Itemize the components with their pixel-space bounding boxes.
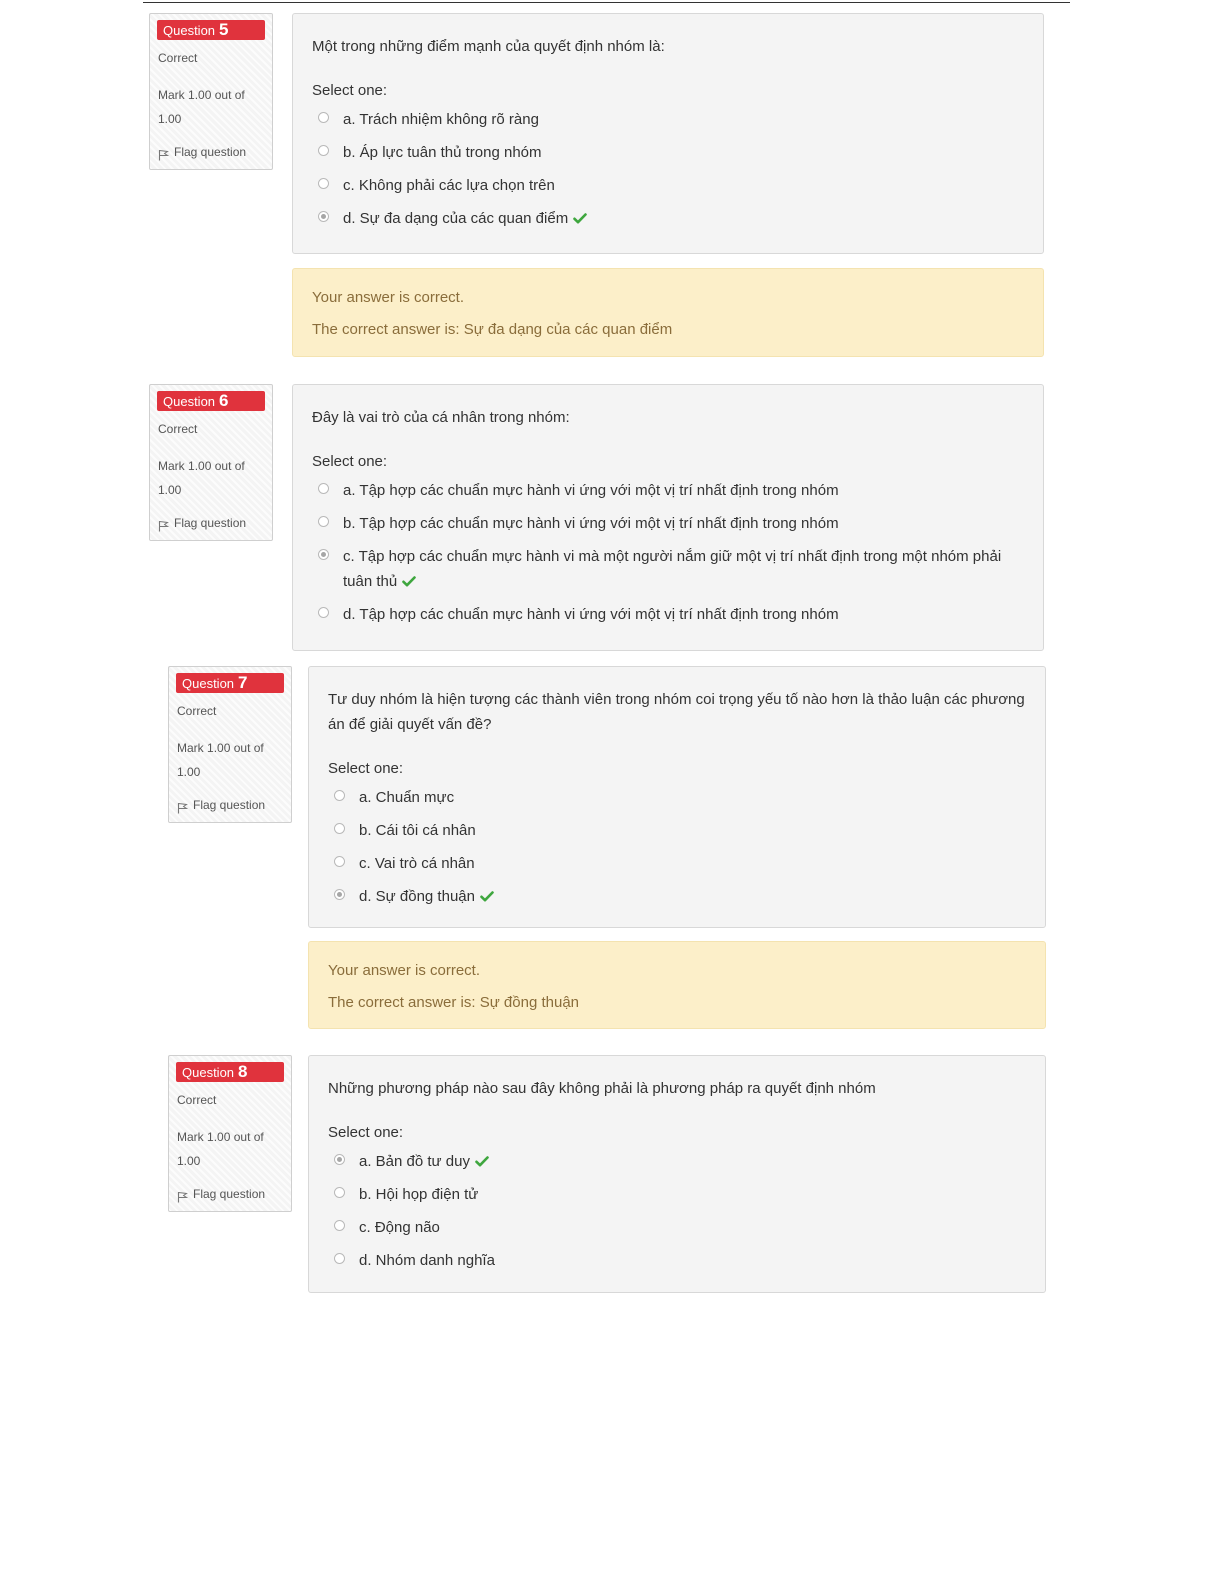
feedback-correct-message: Your answer is correct.: [312, 289, 465, 306]
answer-option-label[interactable]: [359, 1149, 489, 1174]
question-number-badge: [157, 20, 265, 40]
answer-option-label[interactable]: [343, 511, 839, 536]
answer-option-text[interactable]: d. Sự đồng thuận: [359, 888, 475, 905]
flag-icon: [177, 802, 188, 814]
radio-button[interactable]: [318, 211, 329, 222]
radio-button[interactable]: [318, 178, 329, 189]
question-text: Một trong những điểm mạnh của quyết định nhóm là:: [312, 38, 665, 55]
answer-option-text[interactable]: d. Nhóm danh nghĩa: [359, 1252, 495, 1269]
mark-max: 1.00: [177, 1154, 201, 1168]
mark-out-of: out of: [214, 88, 245, 102]
question-info-panel: [168, 666, 292, 823]
answer-option-label[interactable]: [359, 818, 476, 843]
answer-option[interactable]: [328, 1248, 1026, 1273]
radio-button[interactable]: [334, 1187, 345, 1198]
correct-answer-value: Sự đồng thuận: [479, 994, 580, 1011]
select-one-prompt: Select one:: [312, 453, 388, 470]
mark-prefix: Mark: [177, 741, 204, 755]
mark-prefix: Mark: [158, 88, 185, 102]
feedback-correct-message: Your answer is correct.: [328, 962, 481, 979]
answer-option-text[interactable]: b. Hội họp điện tử: [359, 1186, 479, 1203]
radio-button[interactable]: [334, 1220, 345, 1231]
answer-option-label[interactable]: [359, 851, 475, 876]
answer-option-text[interactable]: b. Tập hợp các chuẩn mực hành vi ứng với một vị trí nhất định trong nhóm: [343, 515, 839, 532]
answer-option-text[interactable]: b. Áp lực tuân thủ trong nhóm: [343, 144, 542, 161]
question-word: Question: [163, 394, 216, 409]
answer-option-text[interactable]: b. Cái tôi cá nhân: [359, 822, 476, 839]
question-number: 6: [219, 391, 229, 410]
radio-button[interactable]: [334, 889, 345, 900]
question-formulation: [308, 666, 1046, 928]
check-icon: [480, 885, 494, 896]
flag-question-link[interactable]: [158, 514, 265, 532]
answer-option-label[interactable]: [343, 478, 839, 503]
answer-option[interactable]: [328, 785, 1026, 810]
radio-button[interactable]: [318, 607, 329, 618]
answer-option[interactable]: [312, 544, 1024, 594]
answer-option-label[interactable]: [343, 173, 555, 198]
question-grade: [158, 83, 265, 131]
answer-options: [312, 478, 1024, 627]
question-word: Question: [182, 1065, 235, 1080]
radio-button[interactable]: [318, 145, 329, 156]
flag-question-link[interactable]: [177, 796, 284, 814]
question-info-panel: [149, 13, 273, 170]
flag-question-link[interactable]: [158, 143, 265, 161]
question-grade: [158, 454, 265, 502]
check-icon: [573, 207, 587, 218]
mark-out-of: out of: [233, 741, 264, 755]
answer-option-text[interactable]: d. Sự đa dạng của các quan điểm: [343, 210, 569, 227]
question-number-badge: [176, 1062, 284, 1082]
mark-out-of: out of: [233, 1130, 264, 1144]
flag-question-link[interactable]: [177, 1185, 284, 1203]
mark-max: 1.00: [177, 765, 201, 779]
answer-option-label[interactable]: [343, 602, 839, 627]
answer-options: [312, 107, 1024, 231]
flag-icon: [158, 520, 169, 532]
question-text: Tư duy nhóm là hiện tượng các thành viên trong nhóm coi trọng yếu tố nào hơn là thảo luận các phương án để giải quyết vấn đề?: [328, 691, 1025, 733]
check-icon: [475, 1150, 489, 1161]
mark-value: 1.00: [207, 1130, 231, 1144]
mark-prefix: Mark: [158, 459, 185, 473]
answer-feedback: [292, 268, 1044, 357]
answer-option-label[interactable]: [359, 1182, 478, 1207]
question-number: 5: [219, 20, 229, 39]
answer-option-text[interactable]: a. Trách nhiệm không rõ ràng: [343, 111, 539, 128]
flag-question-label[interactable]: Flag question: [193, 1187, 266, 1201]
top-divider: [143, 2, 1070, 3]
question-number: 7: [238, 673, 248, 692]
mark-out-of: out of: [214, 459, 245, 473]
select-one-prompt: Select one:: [328, 760, 404, 777]
flag-question-label[interactable]: Flag question: [174, 145, 247, 159]
answer-option[interactable]: [312, 478, 1024, 503]
answer-option[interactable]: [328, 818, 1026, 843]
flag-icon: [158, 149, 169, 161]
radio-button[interactable]: [334, 1154, 345, 1165]
answer-option-text[interactable]: a. Chuẩn mực: [359, 789, 455, 806]
correct-answer-prefix: The correct answer is:: [312, 321, 460, 338]
answer-option-label[interactable]: [343, 206, 587, 231]
answer-option-label[interactable]: [343, 140, 542, 165]
answer-option-text[interactable]: c. Vai trò cá nhân: [359, 855, 475, 872]
question-formulation: [292, 13, 1044, 254]
question-text: Những phương pháp nào sau đây không phải là phương pháp ra quyết định nhóm: [328, 1080, 876, 1097]
correct-answer-value: Sự đa dạng của các quan điểm: [463, 321, 673, 338]
answer-option-text[interactable]: c. Tập hợp các chuẩn mực hành vi mà một người nắm giữ một vị trí nhất định trong một nhóm phải tuân thủ: [343, 548, 1002, 590]
mark-max: 1.00: [158, 112, 182, 126]
answer-options: [328, 1149, 1026, 1273]
answer-option[interactable]: [328, 851, 1026, 876]
answer-option-text[interactable]: a. Bản đồ tư duy: [359, 1153, 470, 1170]
answer-option[interactable]: [312, 107, 1024, 132]
question-state: Correct: [158, 51, 198, 65]
question-state: Correct: [158, 422, 198, 436]
answer-option[interactable]: [312, 511, 1024, 536]
answer-option[interactable]: [328, 1215, 1026, 1240]
answer-option[interactable]: [328, 884, 1026, 909]
correct-answer-prefix: The correct answer is:: [328, 994, 476, 1011]
question-number-badge: [157, 391, 265, 411]
answer-option-text[interactable]: c. Động não: [359, 1219, 440, 1236]
answer-option-text[interactable]: c. Không phải các lựa chọn trên: [343, 177, 555, 194]
answer-option[interactable]: [312, 602, 1024, 627]
radio-button[interactable]: [318, 516, 329, 527]
check-icon: [402, 570, 416, 581]
question-grade: [177, 736, 284, 784]
select-one-prompt: Select one:: [328, 1124, 404, 1141]
radio-button[interactable]: [318, 549, 329, 560]
question-info-panel: [149, 384, 273, 541]
answer-option-label[interactable]: [359, 1215, 440, 1240]
answer-option-text[interactable]: a. Tập hợp các chuẩn mực hành vi ứng với một vị trí nhất định trong nhóm: [343, 482, 839, 499]
radio-button[interactable]: [318, 112, 329, 123]
mark-value: 1.00: [188, 459, 212, 473]
select-one-prompt: Select one:: [312, 82, 388, 99]
answer-option-label[interactable]: [359, 1248, 495, 1273]
answer-feedback: [308, 941, 1046, 1029]
mark-max: 1.00: [158, 483, 182, 497]
radio-button[interactable]: [334, 790, 345, 801]
mark-value: 1.00: [207, 741, 231, 755]
question-number: 8: [238, 1062, 248, 1081]
answer-option[interactable]: [312, 140, 1024, 165]
radio-button[interactable]: [334, 823, 345, 834]
flag-question-label[interactable]: Flag question: [174, 516, 247, 530]
question-number-badge: [176, 673, 284, 693]
mark-value: 1.00: [188, 88, 212, 102]
feedback-correct-answer: [328, 987, 1026, 1019]
answer-option[interactable]: [328, 1182, 1026, 1207]
answer-options: [328, 785, 1026, 909]
question-formulation: [292, 384, 1044, 651]
radio-button[interactable]: [334, 856, 345, 867]
answer-option[interactable]: [312, 173, 1024, 198]
question-formulation: [308, 1055, 1046, 1293]
question-state: Correct: [177, 1093, 217, 1107]
answer-option-label[interactable]: [359, 884, 494, 909]
radio-button[interactable]: [334, 1253, 345, 1264]
answer-option-label[interactable]: [343, 107, 539, 132]
answer-option[interactable]: [328, 1149, 1026, 1174]
feedback-correct-answer: [312, 314, 1024, 346]
question-grade: [177, 1125, 284, 1173]
question-text: Đây là vai trò của cá nhân trong nhóm:: [312, 409, 570, 426]
mark-prefix: Mark: [177, 1130, 204, 1144]
radio-button[interactable]: [318, 483, 329, 494]
answer-option-text[interactable]: d. Tập hợp các chuẩn mực hành vi ứng với một vị trí nhất định trong nhóm: [343, 606, 839, 623]
question-word: Question: [182, 676, 235, 691]
question-state: Correct: [177, 704, 217, 718]
question-info-panel: [168, 1055, 292, 1212]
answer-option-label[interactable]: [343, 544, 1024, 594]
answer-option[interactable]: [312, 206, 1024, 231]
flag-question-label[interactable]: Flag question: [193, 798, 266, 812]
answer-option-label[interactable]: [359, 785, 454, 810]
question-word: Question: [163, 23, 216, 38]
flag-icon: [177, 1191, 188, 1203]
